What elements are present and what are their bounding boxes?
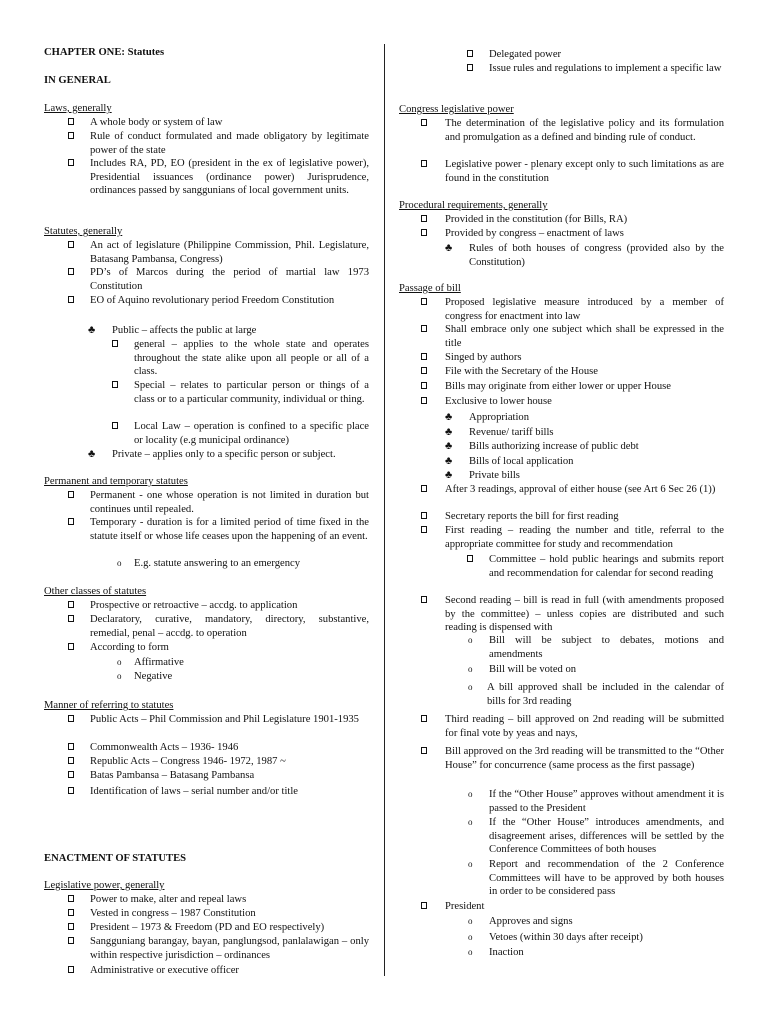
list-item: [399, 426, 724, 440]
checkbox-bullet-icon: [421, 747, 427, 754]
circle-bullet-icon: o: [468, 859, 473, 869]
item-text: ENACTMENT OF STATUTES: [44, 853, 187, 864]
item-text: Congress legislative power: [399, 104, 514, 115]
list-item: [399, 946, 724, 960]
bullet: [467, 915, 489, 929]
bullet: [421, 117, 445, 131]
item-text: CHAPTER ONE: Statutes: [44, 47, 165, 58]
item-text: Approves and signs: [489, 916, 573, 927]
list-item: [44, 448, 369, 462]
checkbox-bullet-icon: [68, 771, 74, 778]
list-item: [399, 62, 724, 76]
list-item: [44, 769, 369, 783]
bullet: [467, 681, 487, 695]
item-text: Secretary reports the bill for first reading: [445, 511, 619, 522]
checkbox-bullet-icon: [467, 50, 473, 57]
checkbox-bullet-icon: [112, 422, 118, 429]
list-item: [399, 634, 724, 661]
list-item: [44, 964, 369, 978]
item-text: Other classes of statutes: [44, 586, 147, 597]
bullet: [467, 931, 489, 945]
checkbox-bullet-icon: [68, 268, 74, 275]
bullet: [421, 395, 445, 409]
bullet: [112, 420, 134, 434]
checkbox-bullet-icon: [68, 601, 74, 608]
item-text: Negative: [134, 671, 173, 682]
item-text: Rules of both houses of congress (provided also by the Constitution): [469, 243, 724, 268]
checkbox-bullet-icon: [421, 325, 427, 332]
section-heading: [44, 46, 369, 60]
list-item: [44, 157, 369, 198]
bullet: [421, 380, 445, 394]
club-bullet-icon: ♣: [445, 440, 453, 452]
list-item: [44, 489, 369, 516]
item-text: Bills may originate from either lower or upper House: [445, 381, 671, 392]
list-item: [44, 379, 369, 406]
bullet: [421, 296, 445, 310]
item-text: Legislative power, generally: [44, 880, 165, 891]
subsection-heading: [44, 879, 369, 893]
list-item: [44, 324, 369, 338]
bullet: [112, 379, 134, 393]
list-item: [399, 858, 724, 899]
bullet: [112, 338, 134, 352]
list-item: [399, 351, 724, 365]
checkbox-bullet-icon: [112, 340, 118, 347]
checkbox-bullet-icon: [421, 298, 427, 305]
bullet: [421, 323, 445, 337]
checkbox-bullet-icon: [68, 241, 74, 248]
bullet: [421, 483, 445, 497]
list-item: [44, 935, 369, 962]
checkbox-bullet-icon: [68, 296, 74, 303]
list-item: [399, 440, 724, 454]
checkbox-bullet-icon: [112, 381, 118, 388]
bullet: [421, 351, 445, 365]
list-item: [44, 130, 369, 157]
checkbox-bullet-icon: [467, 64, 473, 71]
subsection-heading: [399, 282, 724, 296]
list-item: [44, 641, 369, 655]
item-text: President – 1973 & Freedom (PD and EO respectively): [90, 922, 325, 933]
list-item: [399, 553, 724, 580]
bullet: [421, 227, 445, 241]
item-text: Revenue/ tariff bills: [469, 427, 554, 438]
item-text: Special – relates to particular person or things of a class or to a particular community, individual or thing.: [134, 380, 369, 405]
item-text: Bill will be voted on: [489, 664, 577, 675]
bullet: [421, 900, 445, 914]
list-item: [399, 681, 724, 708]
item-text: Legislative power - plenary except only to such limitations as are found in the constitution: [445, 159, 724, 184]
bullet: [68, 907, 90, 921]
item-text: If the “Other House” approves without amendment it is passed to the President: [489, 789, 724, 814]
item-text: Batas Pambansa – Batasang Pambansa: [90, 770, 255, 781]
bullet: [421, 524, 445, 538]
list-item: [44, 420, 369, 447]
checkbox-bullet-icon: [68, 491, 74, 498]
item-text: Declaratory, curative, mandatory, directory, substantive, remedial, penal – accdg. to operation: [90, 614, 369, 639]
item-text: Shall embrace only one subject which shall be expressed in the title: [445, 324, 724, 349]
item-text: File with the Secretary of the House: [445, 366, 598, 377]
item-text: Prospective or retroactive – accdg. to application: [90, 600, 298, 611]
list-item: [44, 599, 369, 613]
checkbox-bullet-icon: [421, 526, 427, 533]
bullet: [116, 656, 134, 670]
checkbox-bullet-icon: [68, 118, 74, 125]
list-item: [44, 116, 369, 130]
item-text: Bill will be subject to debates, motions and amendments: [489, 635, 724, 660]
list-item: [399, 510, 724, 524]
list-item: [399, 323, 724, 350]
item-text: Bill approved on the 3rd reading will be transmitted to the “Other House” for concurrence (same process as the first passage): [445, 746, 724, 771]
subsection-heading: [44, 475, 369, 489]
bullet: [68, 713, 90, 727]
checkbox-bullet-icon: [421, 382, 427, 389]
item-text: Singed by authors: [445, 352, 522, 363]
section-heading: [44, 852, 369, 866]
item-text: Exclusive to lower house: [445, 396, 552, 407]
list-item: [399, 900, 724, 914]
bullet: [68, 239, 90, 253]
list-item: [399, 296, 724, 323]
item-text: Delegated power: [489, 49, 562, 60]
bullet: [88, 324, 112, 338]
checkbox-bullet-icon: [68, 518, 74, 525]
item-text: Commonwealth Acts – 1936- 1946: [90, 742, 239, 753]
list-item: [399, 395, 724, 409]
bullet: [445, 242, 469, 256]
list-item: [399, 455, 724, 469]
item-text: Bills of local application: [469, 456, 574, 467]
list-item: [399, 117, 724, 144]
item-text: Committee – hold public hearings and submits report and recommendation for calendar for second reading: [489, 554, 724, 579]
circle-bullet-icon: o: [468, 932, 473, 942]
item-text: Provided by congress – enactment of laws: [445, 228, 624, 239]
item-text: Power to make, alter and repeal laws: [90, 894, 247, 905]
item-text: Laws, generally: [44, 103, 112, 114]
list-item: [44, 294, 369, 308]
checkbox-bullet-icon: [68, 715, 74, 722]
checkbox-bullet-icon: [68, 923, 74, 930]
list-item: [399, 158, 724, 185]
item-text: According to form: [90, 642, 169, 653]
item-text: Appropriation: [469, 412, 530, 423]
list-item: [399, 213, 724, 227]
checkbox-bullet-icon: [68, 966, 74, 973]
list-item: [399, 411, 724, 425]
item-text: Report and recommendation of the 2 Conference Committees will have to be approved by both houses in order to be considered pass: [489, 859, 724, 898]
item-text: First reading – reading the number and title, referral to the appropriate committee for study and recommendation: [445, 525, 724, 550]
bullet: [88, 448, 112, 462]
item-text: Administrative or executive officer: [90, 965, 239, 976]
bullet: [445, 440, 469, 454]
item-text: Affirmative: [134, 657, 184, 668]
bullet: [68, 294, 90, 308]
bullet: [445, 455, 469, 469]
checkbox-bullet-icon: [421, 485, 427, 492]
bullet: [68, 613, 90, 627]
circle-bullet-icon: o: [468, 664, 473, 674]
bullet: [68, 116, 90, 130]
item-text: Public – affects the public at large: [112, 325, 257, 336]
list-item: [399, 48, 724, 62]
list-item: [44, 907, 369, 921]
bullet: [421, 158, 445, 172]
checkbox-bullet-icon: [421, 596, 427, 603]
subsection-heading: [44, 699, 369, 713]
list-item: [399, 469, 724, 483]
bullet: [116, 670, 134, 684]
list-item: [399, 380, 724, 394]
checkbox-bullet-icon: [421, 397, 427, 404]
list-item: [44, 755, 369, 769]
item-text: President: [445, 901, 485, 912]
checkbox-bullet-icon: [68, 909, 74, 916]
list-item: [399, 788, 724, 815]
item-text: Issue rules and regulations to implement a specific law: [489, 63, 722, 74]
bullet: [68, 785, 90, 799]
checkbox-bullet-icon: [421, 215, 427, 222]
item-text: Permanent and temporary statutes: [44, 476, 188, 487]
checkbox-bullet-icon: [421, 902, 427, 909]
bullet: [68, 893, 90, 907]
item-text: Vetoes (within 30 days after receipt): [489, 932, 643, 943]
bullet: [68, 489, 90, 503]
checkbox-bullet-icon: [68, 757, 74, 764]
list-item: [44, 557, 369, 571]
item-text: Public Acts – Phil Commission and Phil Legislature 1901-1935: [90, 714, 359, 725]
bullet: [421, 510, 445, 524]
checkbox-bullet-icon: [68, 787, 74, 794]
list-item: [399, 816, 724, 857]
bullet: [68, 755, 90, 769]
item-text: Rule of conduct formulated and made obligatory by legitimate power of the state: [90, 131, 369, 156]
bullet: [421, 594, 445, 608]
list-item: [399, 242, 724, 269]
bullet: [467, 663, 489, 677]
item-text: Provided in the constitution (for Bills, RA): [445, 214, 628, 225]
club-bullet-icon: ♣: [88, 448, 96, 460]
list-item: [44, 670, 369, 684]
item-text: PD’s of Marcos during the period of martial law 1973 Constitution: [90, 267, 369, 292]
circle-bullet-icon: o: [468, 817, 473, 827]
bullet: [467, 634, 489, 648]
circle-bullet-icon: o: [468, 635, 473, 645]
item-text: Sangguniang barangay, bayan, panglungsod, panlalawigan – only within respective jurisdiction – ordinances: [90, 936, 369, 961]
checkbox-bullet-icon: [421, 512, 427, 519]
bullet: [68, 964, 90, 978]
bullet: [445, 469, 469, 483]
checkbox-bullet-icon: [421, 353, 427, 360]
club-bullet-icon: ♣: [88, 324, 96, 336]
subsection-heading: [44, 585, 369, 599]
item-text: The determination of the legislative policy and its formulation and promulgation as a defined and binding rule of conduct.: [445, 118, 724, 143]
bullet: [68, 741, 90, 755]
bullet: [445, 426, 469, 440]
bullet: [467, 788, 489, 802]
item-text: A whole body or system of law: [90, 117, 223, 128]
checkbox-bullet-icon: [421, 119, 427, 126]
subsection-heading: [399, 103, 724, 117]
checkbox-bullet-icon: [68, 615, 74, 622]
item-text: After 3 readings, approval of either house (see Art 6 Sec 26 (1)): [445, 484, 716, 495]
item-text: Bills authorizing increase of public debt: [469, 441, 639, 452]
item-text: Proposed legislative measure introduced by a member of congress for enactment into law: [445, 297, 724, 322]
checkbox-bullet-icon: [421, 715, 427, 722]
list-item: [44, 239, 369, 266]
item-text: Inaction: [489, 947, 524, 958]
item-text: Statutes, generally: [44, 226, 123, 237]
circle-bullet-icon: o: [117, 657, 122, 667]
item-text: If the “Other House” introduces amendments, and disagreement arises, differences will be settled by the Conference Committees of both houses: [489, 817, 724, 856]
bullet: [68, 157, 90, 171]
list-item: [44, 516, 369, 543]
bullet: [467, 816, 489, 830]
circle-bullet-icon: o: [117, 558, 122, 568]
subsection-heading: [44, 102, 369, 116]
checkbox-bullet-icon: [68, 643, 74, 650]
bullet: [68, 641, 90, 655]
list-item: [44, 785, 369, 799]
list-item: [399, 227, 724, 241]
bullet: [421, 213, 445, 227]
list-item: [399, 915, 724, 929]
list-item: [44, 921, 369, 935]
checkbox-bullet-icon: [421, 160, 427, 167]
item-text: EO of Aquino revolutionary period Freedom Constitution: [90, 295, 335, 306]
checkbox-bullet-icon: [68, 743, 74, 750]
item-text: A bill approved shall be included in the calendar of bills for 3rd reading: [487, 682, 724, 707]
bullet: [68, 599, 90, 613]
bullet: [445, 411, 469, 425]
club-bullet-icon: ♣: [445, 455, 453, 467]
club-bullet-icon: ♣: [445, 426, 453, 438]
subsection-heading: [44, 225, 369, 239]
bullet: [467, 858, 489, 872]
list-item: [44, 613, 369, 640]
bullet: [68, 935, 90, 949]
circle-bullet-icon: o: [117, 671, 122, 681]
item-text: Temporary - duration is for a limited period of time fixed in the statute itself or whose life ceases upon the happening of an event.: [90, 517, 369, 542]
list-item: [399, 483, 724, 497]
item-text: Second reading – bill is read in full (with amendments proposed by the committee) – unless copies are distributed and such reading is dispensed with: [445, 595, 724, 634]
list-item: [399, 594, 724, 635]
item-text: Vested in congress – 1987 Constitution: [90, 908, 256, 919]
checkbox-bullet-icon: [421, 229, 427, 236]
list-item: [44, 713, 369, 727]
checkbox-bullet-icon: [68, 159, 74, 166]
section-heading: [44, 74, 369, 88]
list-item: [44, 893, 369, 907]
bullet: [421, 745, 445, 759]
list-item: [44, 338, 369, 379]
list-item: [399, 365, 724, 379]
item-text: Republic Acts – Congress 1946- 1972, 1987 ~: [90, 756, 286, 767]
circle-bullet-icon: o: [468, 682, 473, 692]
checkbox-bullet-icon: [467, 555, 473, 562]
list-item: [399, 663, 724, 677]
bullet: [421, 365, 445, 379]
bullet: [116, 557, 134, 571]
item-text: Private bills: [469, 470, 520, 481]
list-item: [399, 524, 724, 551]
list-item: [399, 745, 724, 772]
bullet: [467, 946, 489, 960]
circle-bullet-icon: o: [468, 789, 473, 799]
club-bullet-icon: ♣: [445, 242, 453, 254]
circle-bullet-icon: o: [468, 947, 473, 957]
bullet: [421, 713, 445, 727]
list-item: [44, 741, 369, 755]
checkbox-bullet-icon: [68, 895, 74, 902]
item-text: general – applies to the whole state and operates throughout the state alike upon all people or all of a class.: [134, 339, 369, 378]
item-text: Permanent - one whose operation is not limited in duration but continues until repealed.: [90, 490, 369, 515]
bullet: [68, 921, 90, 935]
checkbox-bullet-icon: [68, 132, 74, 139]
checkbox-bullet-icon: [421, 367, 427, 374]
club-bullet-icon: ♣: [445, 411, 453, 423]
bullet: [467, 553, 489, 567]
item-text: Identification of laws – serial number and/or title: [90, 786, 298, 797]
subsection-heading: [399, 199, 724, 213]
checkbox-bullet-icon: [68, 937, 74, 944]
item-text: Third reading – bill approved on 2nd reading will be submitted for final vote by yeas and nays,: [445, 714, 724, 739]
bullet: [68, 516, 90, 530]
list-item: [44, 656, 369, 670]
column-divider: [384, 44, 385, 976]
club-bullet-icon: ♣: [445, 469, 453, 481]
bullet: [467, 48, 489, 62]
bullet: [467, 62, 489, 76]
item-text: Passage of bill: [399, 283, 461, 294]
bullet: [68, 266, 90, 280]
list-item: [399, 931, 724, 945]
item-text: Private – applies only to a specific person or subject.: [112, 449, 336, 460]
circle-bullet-icon: o: [468, 916, 473, 926]
bullet: [68, 130, 90, 144]
item-text: Local Law – operation is confined to a specific place or locality (e.g municipal ordinance): [134, 421, 369, 446]
item-text: IN GENERAL: [44, 75, 111, 86]
item-text: An act of legislature (Philippine Commission, Phil. Legislature, Batasang Pambansa, Congress): [90, 240, 369, 265]
list-item: [44, 266, 369, 293]
list-item: [399, 713, 724, 740]
item-text: E.g. statute answering to an emergency: [134, 558, 301, 569]
item-text: Manner of referring to statutes: [44, 700, 174, 711]
item-text: Procedural requirements, generally: [399, 200, 548, 211]
bullet: [68, 769, 90, 783]
item-text: Includes RA, PD, EO (president in the ex of legislative power), Presidential issuances (ordinance power) Jurisprudence, ordinances passed by sanggunians of local government units.: [90, 158, 369, 197]
